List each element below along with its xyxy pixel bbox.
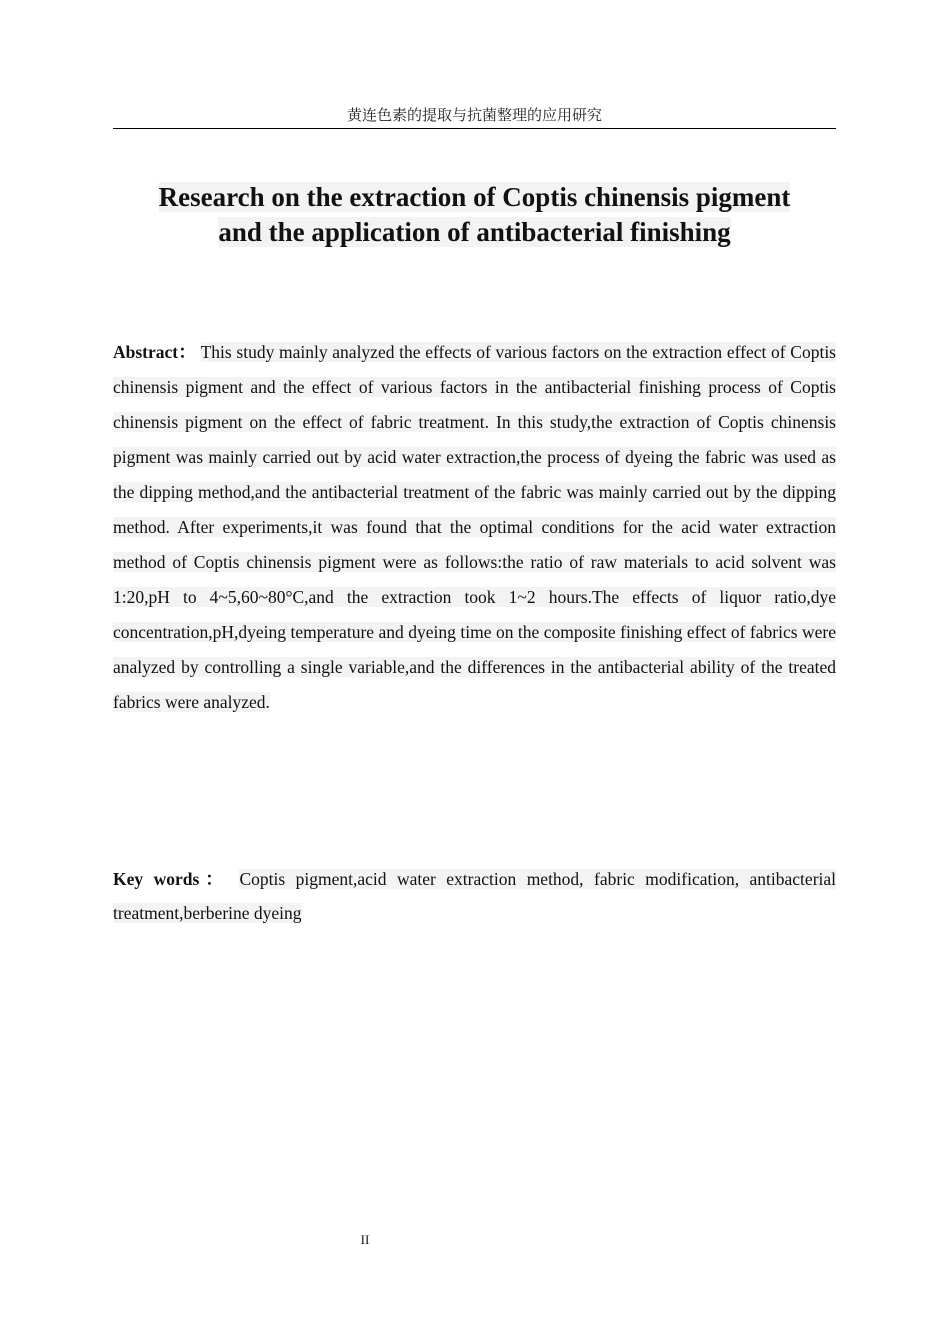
abstract-paragraph [113, 335, 836, 720]
keywords-text: Coptis pigment,acid water extraction method, fabric modification, antibacterial treatment,berberine dyeing [113, 869, 837, 923]
page-title [113, 180, 836, 250]
title-line-1: Research on the extraction of Coptis chinensis pigment [158, 182, 791, 212]
page-number: II [360, 1232, 370, 1247]
keywords-label: Key words： [113, 869, 229, 889]
running-header-title: 黄连色素的提取与抗菌整理的应用研究 [346, 106, 602, 124]
keywords-paragraph [113, 862, 836, 930]
running-header [113, 104, 836, 129]
abstract-label: Abstract： [113, 342, 197, 362]
abstract-text: This study mainly analyzed the effects of various factors on the extraction effect of Coptis chinensis pigment and the effect of various factors in the antibacterial finishing process of Coptis chinensis pigment on the effect of fabric treatment. In this study,the extraction of Coptis chinensis pigment was mainly carried out by acid water extraction,the process of dyeing the fabric was used as the dipping method,and the antibacterial treatment of the fabric was mainly carried out by the dipping method. After experiments,it was found that the optimal conditions for the acid water extraction method of Coptis chinensis pigment were as follows:the ratio of raw materials to acid solvent was 1:20,pH to 4~5,60~80°C,and the extraction took 1~2 hours.The effects of liquor ratio,dye concentration,pH,dyeing temperature and dyeing time on the composite finishing effect of fabrics were analyzed by controlling a single variable,and the differences in the antibacterial ability of the treated fabrics were analyzed. [113, 342, 836, 712]
title-line-2: and the application of antibacterial finishing [218, 217, 731, 247]
